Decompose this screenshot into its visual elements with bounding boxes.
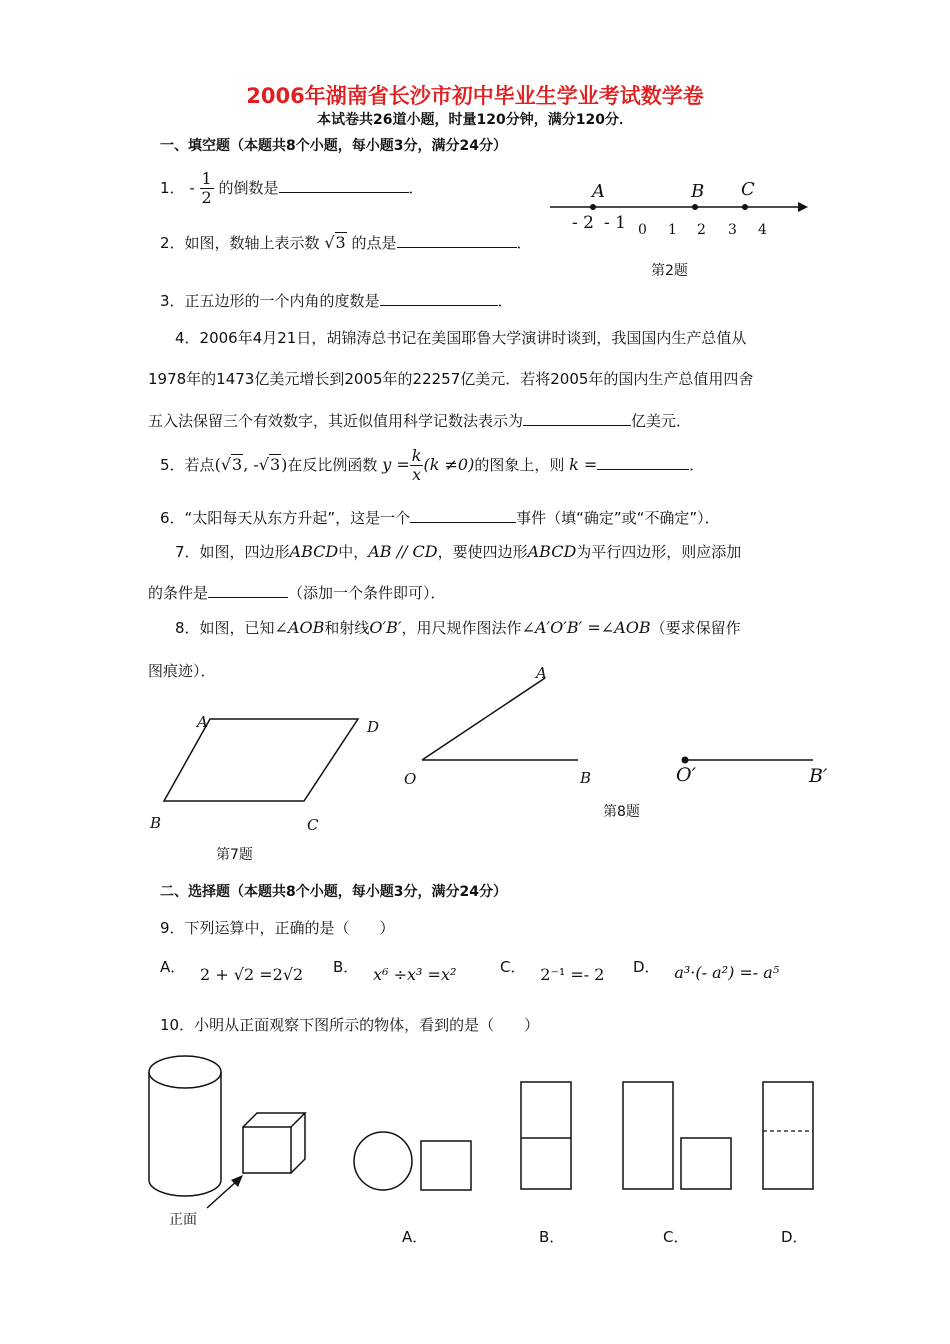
q9-option-d-letter: D． (633, 958, 660, 976)
fig2-arrowhead (798, 202, 808, 212)
q4-line2: 1978年的1473亿美元增长到2005年的22257亿美元．若将2005年的国内生产总值用四舍 (148, 370, 754, 388)
fig2-point-c (742, 204, 748, 210)
fig2-point-b (692, 204, 698, 210)
q10-b-outer (521, 1082, 571, 1189)
fig8-label-bprime: B′ (809, 765, 828, 787)
q5-answer-blank[interactable] (597, 455, 689, 470)
q2-number: 2． (160, 234, 185, 252)
q5-text-c: 的图象上，则 (474, 456, 565, 474)
q1-number: 1． (160, 179, 185, 197)
q10-option-b[interactable]: B． (539, 1228, 565, 1246)
q9-option-d-expr: a³·(- a²) =- a⁵ (674, 963, 780, 982)
q10-front-label: 正面 (169, 1212, 197, 1228)
q10-text: 10．小明从正面观察下图所示的物体，看到的是（ ） (160, 1016, 540, 1034)
paper-subtitle: 本试卷共26道小题，时量120分钟，满分120分． (317, 112, 633, 128)
q9-option-d[interactable] (633, 956, 780, 982)
fig8-caption: 第8题 (603, 804, 640, 820)
q10-c-square (681, 1138, 731, 1189)
q9-option-a-expr: 2 + √2 =2√2 (200, 965, 304, 984)
q10-a-square (421, 1141, 471, 1190)
q2-text-b: 的点是 (351, 234, 397, 252)
q7-text-a: 7．如图，四边形 (175, 543, 290, 561)
fig2-tick-3: 3 (728, 222, 737, 238)
fig8-label-b: B (580, 769, 592, 787)
q5-frac-den: x (412, 465, 422, 484)
q7-answer-blank[interactable] (208, 583, 288, 598)
section1-heading: 一、填空题（本题共8个小题，每小题3分，满分24分） (160, 138, 507, 154)
q5-paren-close: ) (281, 455, 288, 474)
fig7-label-a: A (197, 713, 208, 731)
q7-line2 (148, 582, 446, 603)
q4-line3 (148, 410, 691, 431)
q3-answer-blank[interactable] (380, 291, 498, 306)
q4-line3-text-b: 亿美元． (631, 412, 692, 430)
q7-text-d: 为平行四边形，则应添加 (576, 543, 742, 561)
q10-c-rect (623, 1082, 673, 1189)
q9-option-b-expr: x⁶ ÷x³ =x² (373, 965, 457, 984)
q5-point (215, 455, 288, 474)
fig8-ray-obprime (680, 755, 820, 767)
question-6 (160, 507, 720, 528)
q9-option-b-letter: B． (333, 958, 359, 976)
q10-option-a[interactable]: A． (402, 1228, 428, 1246)
fig8-ray-endpoint (682, 757, 689, 764)
fig2-caption: 第2题 (651, 263, 688, 279)
fig7-parallelogram (160, 715, 370, 805)
q5-sqrt-2: √3 (258, 455, 281, 474)
q1-frac-num: 1 (201, 169, 212, 188)
fig2-tick-0: 0 (638, 222, 647, 238)
q8-text-a: 8．如图，已知 (175, 619, 275, 637)
q5-end: ． (689, 456, 705, 474)
fig2-tick-neg2: - 2 (572, 213, 594, 233)
paper-title: 2006年湖南省长沙市初中毕业生学业考试数学卷 (246, 84, 704, 108)
q6-text-a: 6．“太阳每天从东方升起”，这是一个 (160, 509, 411, 527)
q1-neg-sign: - (189, 179, 195, 197)
q10-option-a-figure (350, 1130, 475, 1195)
q9-option-a-letter: A． (160, 958, 186, 976)
q1-end: ． (408, 179, 424, 197)
fig2-label-a: A (592, 181, 605, 202)
q9-option-a[interactable] (160, 956, 304, 984)
q5-frac-num: k (411, 446, 422, 465)
fig8-label-o: O (404, 770, 417, 788)
question-1 (160, 170, 424, 207)
fig7-caption: 第7题 (216, 847, 253, 863)
fig2-tick-4: 4 (758, 222, 767, 238)
q9-text: 9．下列运算中，正确的是（ ） (160, 919, 395, 937)
q5-paren-open: ( (214, 455, 221, 474)
q3-text: 正五边形的一个内角的度数是 (184, 292, 380, 310)
q8-line2: 图痕迹）． (148, 662, 216, 680)
q10-option-d-figure (761, 1080, 816, 1192)
q6-text-b: 事件（填“确定”或“不确定”）． (516, 509, 720, 527)
q9-option-c-letter: C． (500, 958, 526, 976)
fig8-ray-oa (422, 678, 545, 760)
q5-fraction (410, 447, 424, 484)
q4-line3-text-a: 五入法保留三个有效数字，其近似值用科学记数法表示为 (148, 412, 524, 430)
q5-text-b: 在反比例函数 (287, 456, 378, 474)
fig2-tick-2: 2 (697, 222, 706, 238)
q7-line2-text-a: 的条件是 (148, 584, 209, 602)
q7-math-abcd-1: ABCD (289, 542, 339, 561)
q5-number: 5． (160, 456, 185, 474)
q5-comma-neg: , - (243, 455, 259, 474)
fig2-tick-1: 1 (668, 222, 677, 238)
q1-text: 的倒数是 (218, 179, 279, 197)
question-2 (160, 232, 532, 253)
q3-number: 3． (160, 292, 185, 310)
q1-frac-den: 2 (201, 188, 212, 207)
q5-condition: (k ≠0) (423, 455, 475, 474)
fig8-label-oprime: O′ (676, 764, 696, 786)
q4-line1: 4．2006年4月21日，胡锦涛总书记在美国耶鲁大学演讲时谈到，我国国内生产总值从 (175, 329, 747, 347)
q8-text-b: 和射线 (324, 619, 370, 637)
fig7-label-c: C (307, 816, 319, 834)
q4-answer-blank[interactable] (523, 411, 631, 426)
q10-cylinder-bottom (149, 1180, 221, 1196)
q5-sqrt-1: √3 (220, 455, 243, 474)
q3-end: ． (497, 292, 513, 310)
q5-text-a: 若点 (184, 456, 215, 474)
q7-text-c: ，要使四边形 (437, 543, 528, 561)
q2-answer-blank[interactable] (397, 233, 517, 248)
q5-sqrt-1-value: 3 (232, 455, 243, 474)
fig7-label-b: B (150, 814, 162, 832)
q9-option-b[interactable] (333, 956, 457, 984)
q6-answer-blank[interactable] (410, 508, 516, 523)
q9-option-c[interactable] (500, 956, 605, 984)
q1-fraction (200, 170, 214, 207)
q10-d-rect (763, 1082, 813, 1189)
q8-text-c: ，用尺规作图法作 (401, 619, 522, 637)
q8-line1 (175, 617, 741, 638)
fig2-point-a (590, 204, 596, 210)
fig8-label-a: A (536, 664, 547, 682)
q10-option-c-figure (621, 1080, 736, 1192)
q9-option-c-expr: 2⁻¹ =- 2 (540, 965, 605, 984)
q10-option-d[interactable]: D． (781, 1228, 808, 1246)
q5-sqrt-2-value: 3 (269, 455, 281, 474)
q8-math-angle-aob: ∠AOB (274, 618, 325, 637)
q10-a-circle (354, 1132, 412, 1190)
q2-sqrt: √3 (324, 233, 346, 252)
q5-k-eq: k = (569, 455, 598, 474)
q2-sqrt-value: 3 (335, 233, 346, 252)
fig2-tick-neg1: - 1 (604, 213, 626, 233)
question-3 (160, 290, 513, 311)
q8-math-angle-eq: ∠A′O′B′ =∠AOB (521, 618, 651, 637)
q10-arrow-shaft (207, 1180, 238, 1208)
question-5 (160, 447, 704, 484)
q10-option-b-figure (519, 1080, 574, 1192)
fig7-shape (164, 719, 358, 801)
q10-object-figure (145, 1052, 310, 1212)
q10-cube-front (243, 1127, 291, 1173)
q7-math-parallel: AB // CD (368, 542, 438, 561)
q10-cube-top (243, 1113, 305, 1127)
q10-cylinder-top (149, 1056, 221, 1088)
q2-text-a: 如图，数轴上表示数 (184, 234, 320, 252)
q7-line1 (175, 541, 741, 562)
q8-math-ray: O′B′ (369, 618, 402, 637)
fig8-angle-aob (420, 670, 590, 770)
q7-line2-text-b: （添加一个条件即可）． (288, 584, 446, 602)
q1-answer-blank[interactable] (279, 178, 409, 193)
q10-cube-side (291, 1113, 305, 1173)
q7-math-abcd-2: ABCD (527, 542, 577, 561)
section2-heading: 二、选择题（本题共8个小题，每小题3分，满分24分） (160, 884, 507, 900)
q10-option-c[interactable]: C． (663, 1228, 689, 1246)
fig7-label-d: D (367, 718, 380, 736)
fig2-label-c: C (741, 179, 755, 200)
q7-text-b: 中， (338, 543, 369, 561)
q5-fn-lhs: y = (382, 455, 410, 474)
q2-end: ． (516, 234, 532, 252)
q8-text-d: （要求保留作 (650, 619, 741, 637)
fig2-label-b: B (691, 181, 705, 202)
